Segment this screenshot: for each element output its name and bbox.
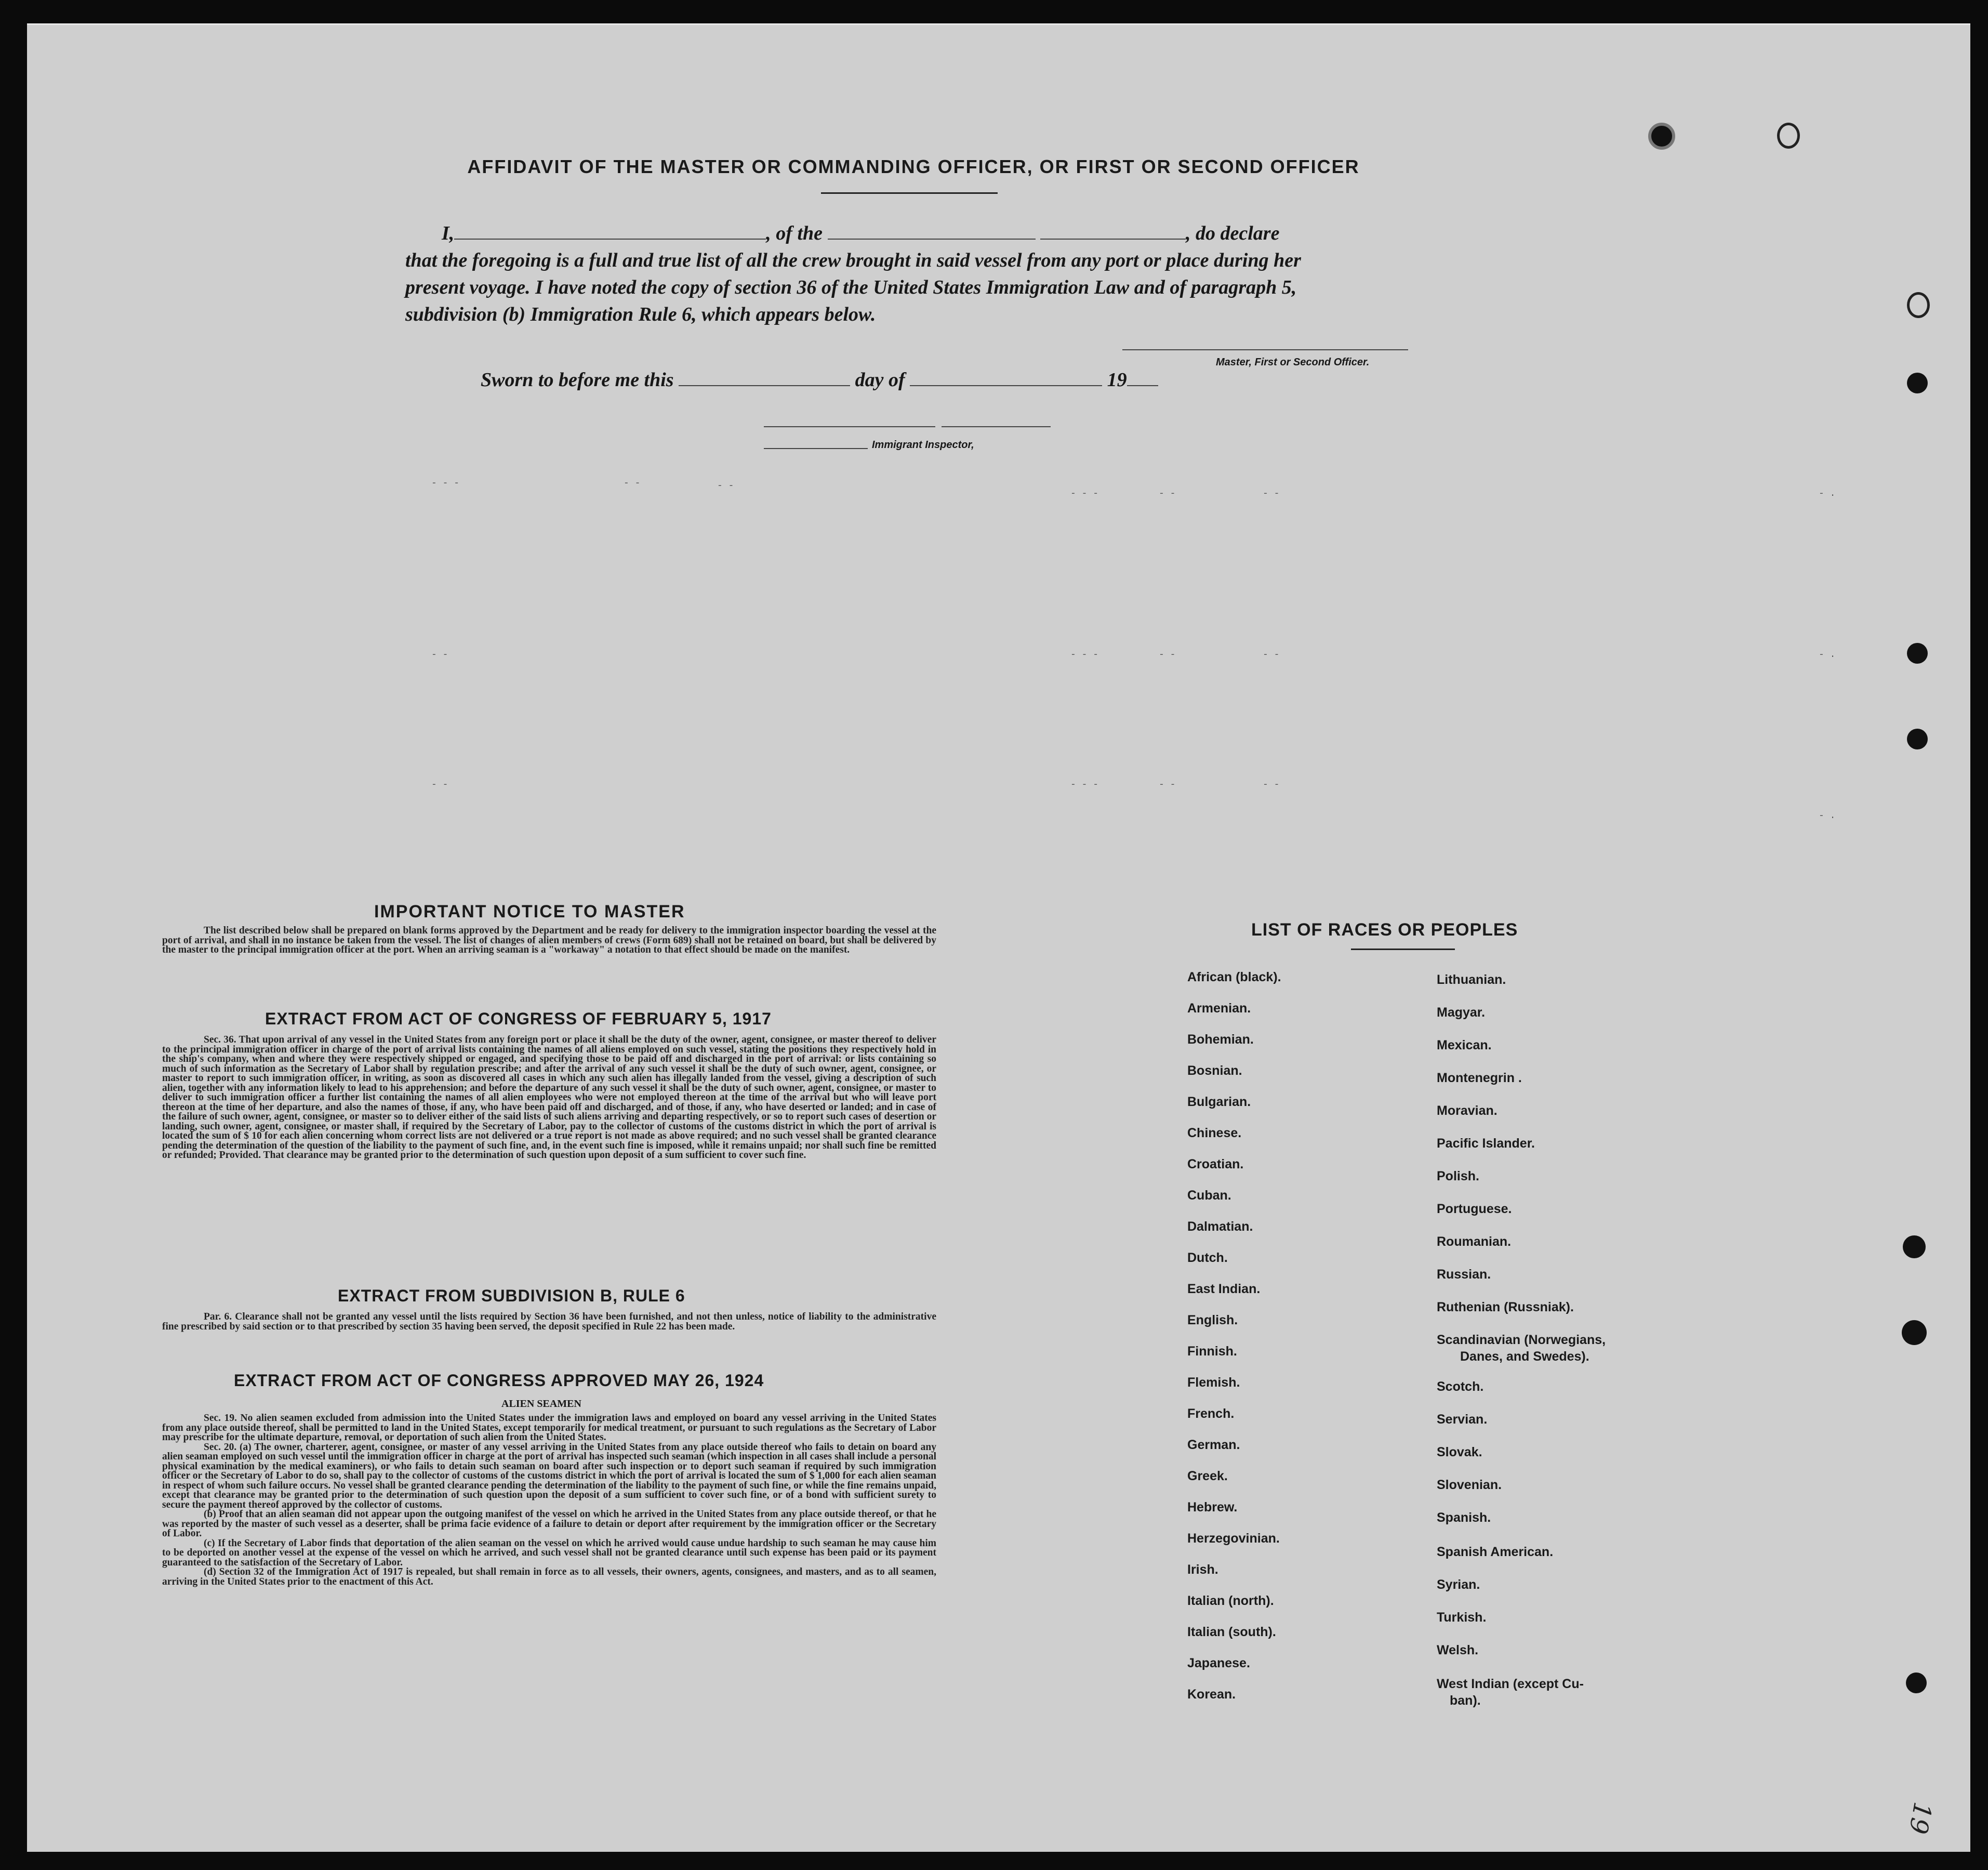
bleed-mark: - . xyxy=(1819,650,1836,660)
declare-label: , do declare xyxy=(1186,222,1280,244)
sworn-line xyxy=(481,367,1208,393)
race-item: Japanese. xyxy=(1187,1656,1250,1670)
race-item: African (black). xyxy=(1187,970,1281,984)
affidavit-line-1 xyxy=(405,220,1413,246)
binder-hole-right-4 xyxy=(1907,729,1928,749)
affidavit-title-underline xyxy=(821,192,998,194)
bleed-mark: - - - xyxy=(1070,489,1099,499)
extract-1924-sec19: Sec. 19. No alien seamen excluded from admission into the United States under the immigration laws and employed on board any vessel arriving in the United States from any place outside thereof, shall be permitted to land in the United States, except temporarily for medical treatment, or pursuant to such regulations as the Secretary of Labor may prescribe for the ultimate departure, removal, or deportation of such alien from the United States. xyxy=(162,1413,936,1443)
extract-1917-body: Sec. 36. That upon arrival of any vessel in the United States from any foreign port or place it shall be the duty of the owner, agent, consignee, or master thereof to deliver to the principal immigration officer in charge of the port of arrival lists containing the names of all aliens employed on such vessel, stating the positions they respectively hold in the ship's company, when and where they were respectively shipped or engaged, and specifying those to be paid off and discharged in the port of arrival: or lists containing so much of such information as the Secretary of Labor shall by regulation prescribe; and after the arrival of any such vessel it shall be the duty of such owner, agent, consignee, or master to report to such immigration officer, in writing, as soon as discovered all cases in which any such alien has illegally landed from the vessel, giving a description of such alien, together with any information likely to lead to his apprehension; and before the departure of any such vessel it shall be the duty of such owner, agent, consignee, or master to deliver to such immigration officer a further list containing the names of all alien employees who were not employed thereon at the time of the arrival but who will leave port thereon at the time of her departure, and also the names of those, if any, who have been paid off and discharged, and of those, if any, who have deserted or landed; and in case of the failure of such owner, agent, consignee, or master so to deliver either of the said lists of such aliens arriving and departing respectively, or so to report such cases of desertion or landing, such owner, agent, consignee, or master shall, if required by the Secretary of Labor, pay to the collector of customs of the customs district in which the port of arrival is located the sum of $ 10 for each alien concerning whom correct lists are not delivered or a true report is not made as above required; and no such vessel shall be granted clearance pending the determination of the question of the liability to the payment of such fine, and, in the event such fine is imposed, while it remains unpaid; nor shall such fine be remitted or refunded; Provided. That clearance may be granted prior to the determination of such question upon deposit of a sum sufficient to cover such fine. xyxy=(162,1034,936,1161)
race-item: Lithuanian. xyxy=(1437,972,1506,987)
race-item: Montenegrin . xyxy=(1437,1071,1522,1085)
race-item: Herzegovinian. xyxy=(1187,1531,1280,1546)
inspector-line-3[interactable] xyxy=(764,448,868,449)
race-item: Servian. xyxy=(1437,1412,1488,1427)
binder-hole-right-6 xyxy=(1902,1320,1927,1345)
bleed-mark: - - xyxy=(431,650,448,660)
race-item: Spanish. xyxy=(1437,1510,1491,1525)
sworn-month-blank[interactable] xyxy=(910,385,1102,386)
race-item: Mexican. xyxy=(1437,1038,1492,1052)
race-item: English. xyxy=(1187,1313,1238,1327)
sworn-year-blank[interactable] xyxy=(1127,385,1158,386)
binder-hole-right-3 xyxy=(1907,643,1928,664)
race-item: Magyar. xyxy=(1437,1005,1486,1020)
notice-body: The list described below shall be prepared on blank forms approved by the Department and be ready for delivery to the immigration inspector boarding the vessel at the port of arrival, and shall in no instance be taken from the vessel. The list of changes of alien members of crews (Form 689) shall not be retained on board, but shall be delivered by the master to the principal immigration officer at the port. When an arriving seaman is a "workaway" a notation to that effect should be made on the manifest. xyxy=(162,925,936,955)
inspector-line-2[interactable] xyxy=(942,426,1051,427)
races-title: LIST OF RACES OR PEOPLES xyxy=(1251,920,1518,940)
extract-1924-title: EXTRACT FROM ACT OF CONGRESS APPROVED MAY 26, 1924 xyxy=(234,1371,764,1390)
sworn-day-blank[interactable] xyxy=(679,385,850,386)
handwritten-page-number: 19 xyxy=(1903,1800,1938,1836)
race-item: Finnish. xyxy=(1187,1344,1237,1359)
bleed-mark: - - xyxy=(717,481,734,491)
race-item: Flemish. xyxy=(1187,1375,1240,1390)
extract-1924-sec20d: (d) Section 32 of the Immigration Act of 1917 is repealed, but shall remain in force as to all vessels, their owners, agents, consignees, and masters, and as to all seamen, arriving in the United States prior to the enactment of this Act. xyxy=(162,1566,936,1587)
race-item: Armenian. xyxy=(1187,1001,1251,1016)
race-item: Korean. xyxy=(1187,1687,1236,1702)
vessel-blank-2[interactable] xyxy=(1040,239,1186,240)
affidavit-line-2: that the foregoing is a full and true list of all the crew brought in said vessel from any port or place during her xyxy=(405,249,1301,271)
race-item: Russian. xyxy=(1437,1267,1491,1282)
day-of-label: day of xyxy=(855,369,905,391)
race-item: Spanish American. xyxy=(1437,1545,1554,1559)
race-item: Turkish. xyxy=(1437,1610,1487,1625)
notice-title: IMPORTANT NOTICE TO MASTER xyxy=(374,902,685,921)
race-item: German. xyxy=(1187,1438,1240,1452)
race-item: Scandinavian (Norwegians, xyxy=(1437,1333,1606,1347)
bleed-mark: - - xyxy=(1159,489,1176,499)
extract-1924-body xyxy=(162,1414,936,1587)
race-item: Danes, and Swedes). xyxy=(1460,1349,1589,1364)
race-item: Scotch. xyxy=(1437,1379,1484,1394)
binder-hole-right-1 xyxy=(1907,292,1930,318)
bleed-mark: - - xyxy=(1263,780,1280,790)
bleed-mark: - - - xyxy=(431,478,460,489)
bleed-mark: - - xyxy=(1263,650,1280,660)
race-item: Greek. xyxy=(1187,1469,1228,1483)
race-item: Bosnian. xyxy=(1187,1063,1242,1078)
bleed-mark: - - - xyxy=(1070,780,1099,790)
bleed-mark: - - xyxy=(431,780,448,790)
year-prefix: 19 xyxy=(1107,369,1127,391)
binder-hole-right-7 xyxy=(1906,1673,1927,1693)
binder-hole-right-5 xyxy=(1903,1235,1926,1258)
vessel-blank-1[interactable] xyxy=(828,239,1036,240)
race-item: Portuguese. xyxy=(1437,1202,1512,1216)
race-item: Dutch. xyxy=(1187,1250,1228,1265)
extract-1924-sec20a: Sec. 20. (a) The owner, charterer, agent, consignee, or master of any vessel arriving in the United States from any place outside thereof who fails to detain on board any alien seaman employed on such vessel until the immigration officer in charge at the port of arrival has inspected such seaman (which inspection in all cases shall include a personal physical examination by the medical examiners), or who fails to detain such seaman on board after such inspection or to deport such seaman if required by such immigration officer or the Secretary of Labor to do so, shall pay to the collector of customs of the customs district in which the port of arrival is located the sum of $ 1,000 for each alien seaman in respect of whom such failure occurs. No vessel shall be granted clearance pending the determination of the liability to the payment of such fine, or while the fine remains unpaid, except that clearance may be granted prior to the determination of such question upon the deposit of a sum sufficient to cover such fine, or of a bond with sufficient surety to secure the payment thereof approved by the collector of customs. xyxy=(162,1441,936,1510)
extract-1924-sec20c: (c) If the Secretary of Labor finds that deportation of the alien seaman on the vessel on which he arrived would cause undue hardship to such seaman he may cause him to be deported on another vessel at the expense of the vessel on which he arrived, and such vessel shall not be granted clearance until such expense has been paid or its payment guaranteed to the satisfaction of the Secretary of Labor. xyxy=(162,1537,936,1568)
race-item: Dalmatian. xyxy=(1187,1219,1253,1234)
race-item: Croatian. xyxy=(1187,1157,1244,1171)
race-item: Slovenian. xyxy=(1437,1478,1502,1492)
race-item: French. xyxy=(1187,1406,1235,1421)
race-item: East Indian. xyxy=(1187,1282,1261,1296)
race-item: Syrian. xyxy=(1437,1577,1480,1592)
race-item: ban). xyxy=(1450,1693,1481,1708)
race-item: Polish. xyxy=(1437,1169,1479,1183)
bleed-mark: - - xyxy=(624,478,641,489)
race-item: Moravian. xyxy=(1437,1103,1497,1118)
race-item: Chinese. xyxy=(1187,1126,1242,1140)
race-item: Pacific Islander. xyxy=(1437,1136,1535,1151)
binder-hole-top-1 xyxy=(1648,123,1675,150)
extract-1917-title: EXTRACT FROM ACT OF CONGRESS OF FEBRUARY 5, 1917 xyxy=(265,1009,772,1028)
extract-1924-sec20b: (b) Proof that an alien seaman did not appear upon the outgoing manifest of the vessel on which he arrived in the United States from any place outside thereof, or that he was reported by the master of such vessel as a deserter, shall be prima facie evidence of a failure to detain or deport after requirement by the immigration officer or the Secretary of Labor. xyxy=(162,1509,936,1539)
inspector-line-1[interactable] xyxy=(764,426,935,427)
race-item: Bulgarian. xyxy=(1187,1095,1251,1109)
race-item: Bohemian. xyxy=(1187,1032,1254,1047)
sworn-label: Sworn to before me this xyxy=(481,369,674,391)
race-item: West Indian (except Cu- xyxy=(1437,1677,1584,1691)
race-item: Hebrew. xyxy=(1187,1500,1238,1515)
affidavit-line-4: subdivision (b) Immigration Rule 6, which appears below. xyxy=(405,304,876,325)
affidavit-line-3: present voyage. I have noted the copy of section 36 of the United States Immigration Law and of paragraph 5, xyxy=(405,276,1297,298)
race-item: Italian (south). xyxy=(1187,1625,1276,1639)
binder-hole-right-2 xyxy=(1907,373,1928,393)
race-item: Roumanian. xyxy=(1437,1234,1512,1249)
declarant-prefix: I, xyxy=(442,222,455,244)
bleed-mark: - - xyxy=(1159,780,1176,790)
extract-rule6-body: Par. 6. Clearance shall not be granted any vessel until the lists required by Section 36 have been furnished, and not then unless, notice of liability to the administrative fine prescribed by said section or to that prescribed by section 35 having been served, the deposit specified in Rule 22 has been made. xyxy=(162,1311,936,1332)
bleed-mark: - . xyxy=(1819,811,1836,821)
race-item: Slovak. xyxy=(1437,1445,1482,1459)
race-item: Italian (north). xyxy=(1187,1594,1274,1608)
race-item: Ruthenian (Russniak). xyxy=(1437,1300,1574,1314)
affidavit-title: AFFIDAVIT OF THE MASTER OR COMMANDING OFFICER, OR FIRST OR SECOND OFFICER xyxy=(467,156,1360,177)
binder-hole-top-2 xyxy=(1777,123,1800,149)
extract-1924-subtitle: ALIEN SEAMEN xyxy=(501,1398,581,1410)
declarant-name-blank[interactable] xyxy=(454,239,766,240)
extract-rule6-title: EXTRACT FROM SUBDIVISION B, RULE 6 xyxy=(338,1286,685,1305)
bleed-mark: - . xyxy=(1819,489,1836,499)
races-title-underline xyxy=(1351,949,1455,950)
race-item: Welsh. xyxy=(1437,1643,1479,1657)
bleed-mark: - - xyxy=(1263,489,1280,499)
master-signature-line[interactable] xyxy=(1122,349,1408,350)
inspector-label: Immigrant Inspector, xyxy=(872,439,974,451)
bleed-mark: - - - xyxy=(1070,650,1099,660)
bleed-mark: - - xyxy=(1159,650,1176,660)
race-item: Cuban. xyxy=(1187,1188,1231,1203)
race-item: Irish. xyxy=(1187,1562,1218,1577)
of-the-label: , of the xyxy=(766,222,823,244)
master-signature-label: Master, First or Second Officer. xyxy=(1216,357,1370,368)
